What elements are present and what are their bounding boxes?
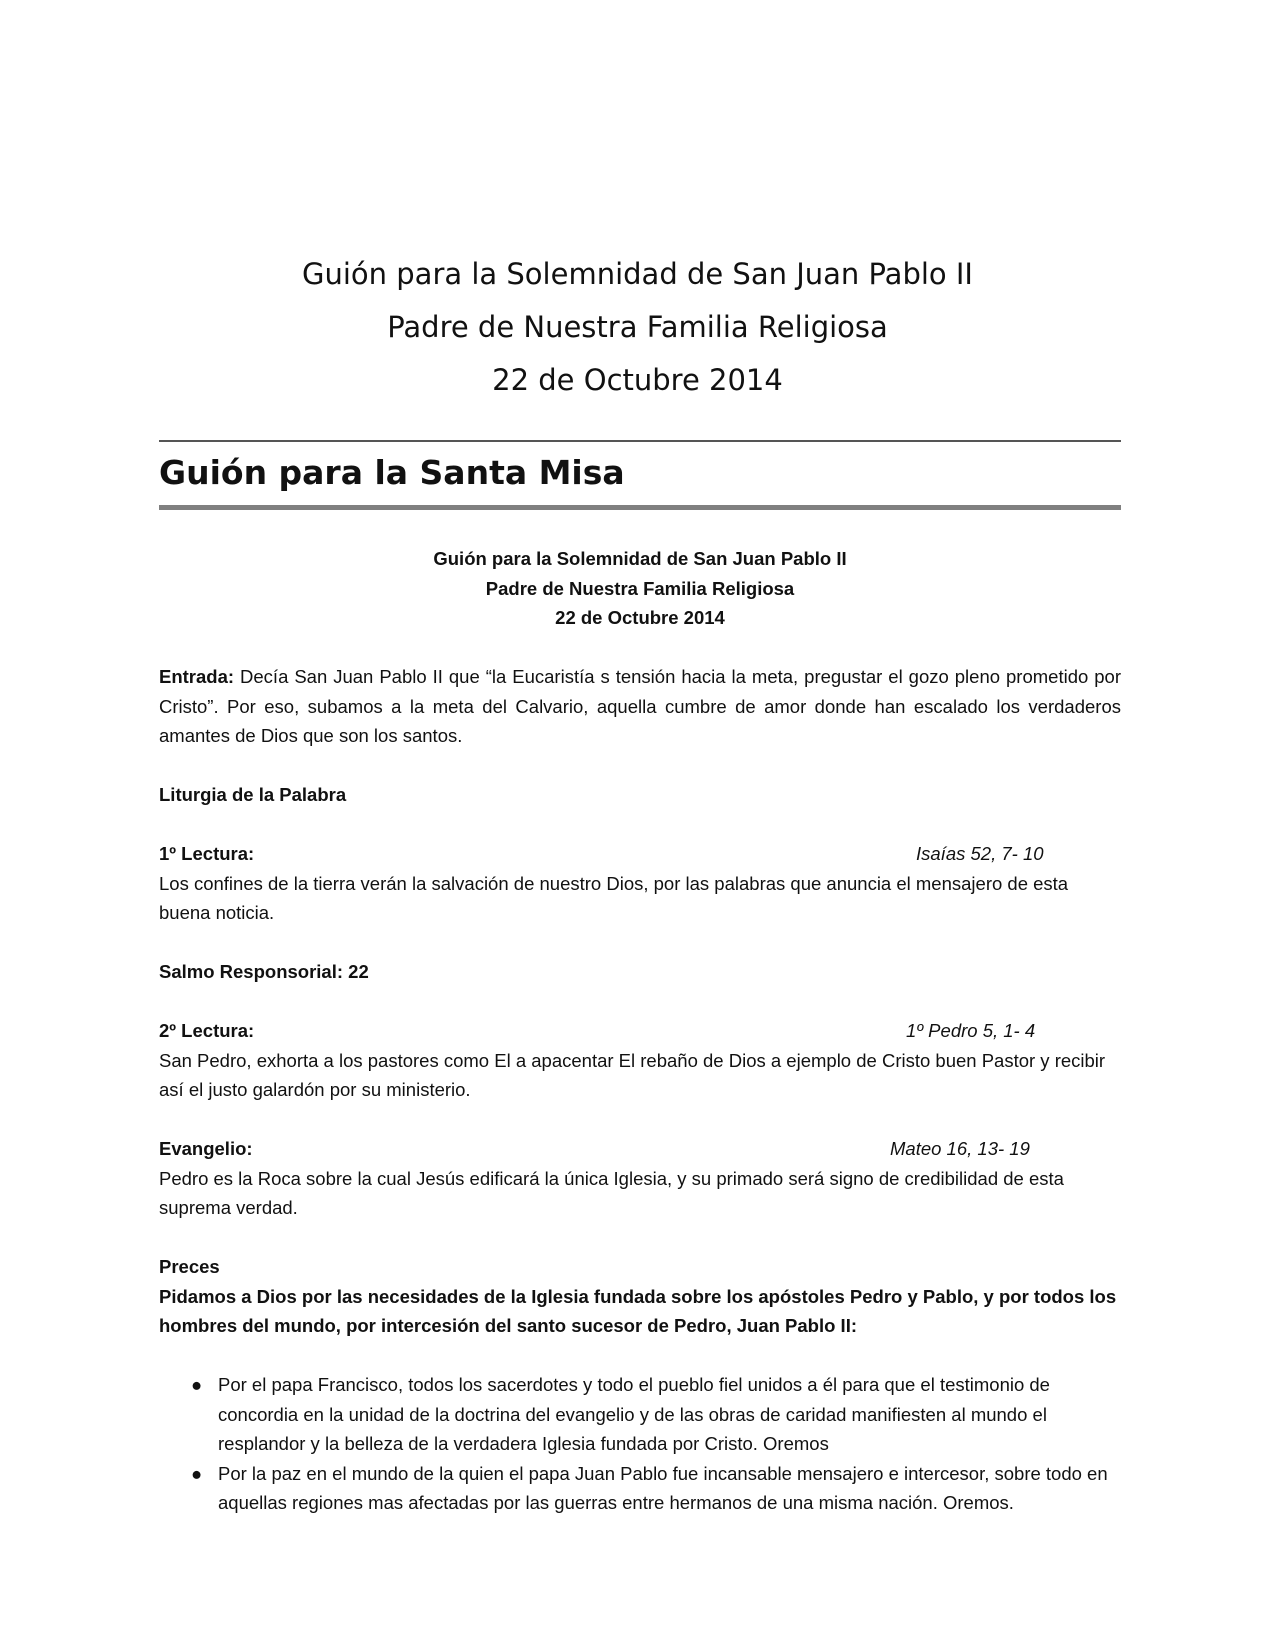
preces-intro: Pidamos a Dios por las necesidades de la Iglesia fundada sobre los apóstoles Pedro y Pablo, y por todos los hombres del mundo, por intercesión del santo sucesor de Pedro, Juan Pablo II: bbox=[159, 1285, 1117, 1336]
subtitle-line-3: 22 de Octubre 2014 bbox=[555, 607, 725, 628]
subtitle-block bbox=[159, 544, 1121, 633]
preces-list bbox=[159, 1370, 1121, 1518]
main-heading: Guión para la Santa Misa bbox=[159, 453, 625, 492]
lectura1-reference: Isaías 52, 7- 10 bbox=[916, 843, 1044, 864]
list-item: ● Por el papa Francisco, todos los sacerdotes y todo el pueblo fiel unidos a él para que el testimonio de concordia en la unidad de la doctrina del evangelio y de las obras de caridad manifiesten al mundo el resplandor y la belleza de la verdadera Iglesia fundada por Cristo. Oremos bbox=[159, 1370, 1121, 1459]
lectura2-text: San Pedro, exhorta a los pastores como El a apacentar El rebaño de Dios a ejemplo de Cristo buen Pastor y recibir así el justo galardón por su ministerio. bbox=[159, 1049, 1106, 1100]
liturgia-heading: Liturgia de la Palabra bbox=[159, 784, 347, 805]
entrada-text: Decía San Juan Pablo II que “la Eucaristía s tensión hacia la meta, pregustar el gozo pleno prometido por Cristo”. Por eso, subamos a la meta del Calvario, aquella cumbre de amor donde han escalado los verdaderos amantes de Dios que son los santos. bbox=[159, 666, 1121, 746]
evangelio-reference: Mateo 16, 13- 19 bbox=[890, 1138, 1030, 1159]
evangelio-label: Evangelio: bbox=[159, 1138, 253, 1159]
subtitle-line-1: Guión para la Solemnidad de San Juan Pablo II bbox=[433, 548, 847, 569]
bullet-icon: ● bbox=[191, 1374, 203, 1395]
preces-heading: Preces bbox=[159, 1256, 220, 1277]
salmo-heading: Salmo Responsorial: 22 bbox=[159, 961, 369, 982]
subtitle-line-2: Padre de Nuestra Familia Religiosa bbox=[485, 577, 795, 599]
entrada-paragraph bbox=[159, 662, 1121, 751]
entrada-label: Entrada: bbox=[159, 666, 235, 687]
bullet-icon: ● bbox=[191, 1462, 203, 1484]
top-divider bbox=[159, 440, 1121, 442]
lectura1-header bbox=[159, 839, 1121, 869]
heading-underline bbox=[159, 505, 1121, 510]
document-body bbox=[159, 544, 1121, 1518]
lectura2-reference: 1º Pedro 5, 1- 4 bbox=[906, 1020, 1036, 1041]
lectura1-text: Los confines de la tierra verán la salvación de nuestro Dios, por las palabras que anuncia el mensajero de esta buena noticia. bbox=[159, 872, 1069, 923]
lectura2-header bbox=[159, 1016, 1121, 1046]
lectura2-label: 2º Lectura: bbox=[159, 1020, 255, 1041]
title-line-3: 22 de Octubre 2014 bbox=[492, 363, 783, 397]
title-block bbox=[0, 248, 1275, 407]
title-line-1: Guión para la Solemnidad de San Juan Pablo II bbox=[302, 257, 973, 291]
list-item: ● Por la paz en el mundo de la quien el papa Juan Pablo fue incansable mensajero e intercesor, sobre todo en aquellas regiones mas afectadas por las guerras entre hermanos de una misma nación. Oremos. bbox=[159, 1459, 1121, 1518]
evangelio-text: Pedro es la Roca sobre la cual Jesús edificará la única Iglesia, y su primado será signo de credibilidad de esta suprema verdad. bbox=[159, 1167, 1064, 1218]
title-line-2: Padre de Nuestra Familia Religiosa bbox=[387, 310, 888, 344]
evangelio-header bbox=[159, 1134, 1121, 1164]
lectura1-label: 1º Lectura: bbox=[159, 843, 255, 864]
